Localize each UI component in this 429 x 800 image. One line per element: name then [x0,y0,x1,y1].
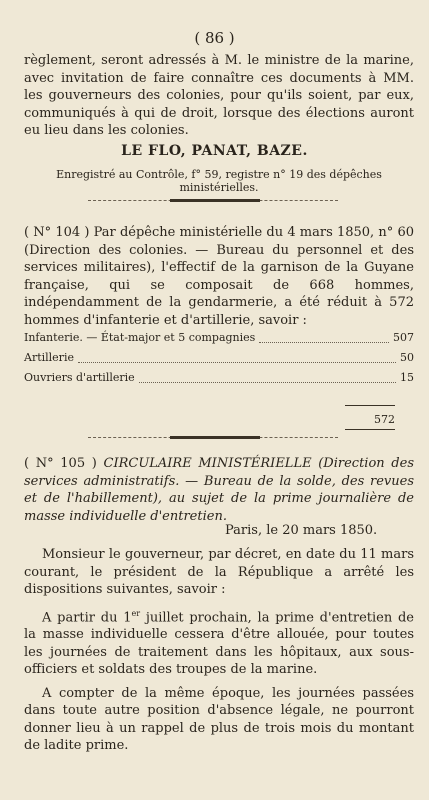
signatories: LE FLO, PANAT, BAZE. [121,143,308,159]
intro-text: règlement, seront adressés à M. le ministre de la marine, avec invitation de faire connaître ces documents à MM. les gouverneurs des colonies, pour qu'ils soient, par eux, communiqués à qui de droit, lorsque des élections auront eu lieu dans les colonies. [24,53,414,138]
registration-note: Enregistré au Contrôle, f° 59, registre n° 19 des dépêches ministérielles. [56,168,382,194]
paragraph-2: A partir du 1er juillet prochain, la prime d'entretien de la masse individuelle cessera d'être allouée, pour toutes les journées de traitement dans les hôpitaux, aux sous-officiers et soldats des troupes de la marine. [24,608,414,678]
leader-dots [259,331,389,343]
row-label: Infanterie. — État-major et 5 compagnies [24,331,256,344]
sum-line [345,405,395,406]
circular-heading: CIRCULAIRE MINISTÉRIELLE (Direction des services administratifs. — Bureau de la solde, des revues et de l'habillement), au sujet de la prime journalière de masse individuelle d'entretien. [24,456,414,524]
page-number: ( 86 ) [194,29,235,47]
leader-dots [78,351,396,363]
leader-dots [139,371,396,383]
table-row [24,331,414,347]
row-label: Artillerie [24,351,74,364]
table-row [24,351,414,367]
row-label: Ouvriers d'artillerie [24,371,135,384]
paragraph-1: Monsieur le gouverneur, par décret, en date du 11 mars courant, le président de la République a arrêté les dispositions suivantes, savoir : [24,547,414,597]
total-value: 572 [374,413,395,426]
item-104-number: ( N° 104 ) [24,225,90,240]
row-value: 50 [400,351,414,364]
total-underline [345,429,395,430]
paragraph-3: A compter de la même époque, les journées passées dans toute autre position d'absence légale, ne pourront donner lieu à un rappel de plus de trois mois du montant de ladite prime. [24,685,414,754]
divider-thick [170,436,260,439]
row-value: 507 [393,331,414,344]
item-105-number: ( N° 105 ) [24,456,97,471]
item-105 [24,455,414,525]
row-value: 15 [400,371,414,384]
circular-date: Paris, le 20 mars 1850. [225,523,378,538]
table-row [24,371,414,387]
item-104 [24,224,414,329]
divider-thick [170,199,260,202]
intro-paragraph [24,52,414,140]
item-104-text: Par dépêche ministérielle du 4 mars 1850, n° 60 (Direction des colonies. — Bureau du personnel et des services militaires), l'effectif de la garnison de la Guyane française, qui se composait de 668 hommes, indépendamment de la gendarmerie, a été réduit à 572 hommes d'infanterie et d'artillerie, savoir : [24,225,414,328]
circular-body [24,546,414,755]
